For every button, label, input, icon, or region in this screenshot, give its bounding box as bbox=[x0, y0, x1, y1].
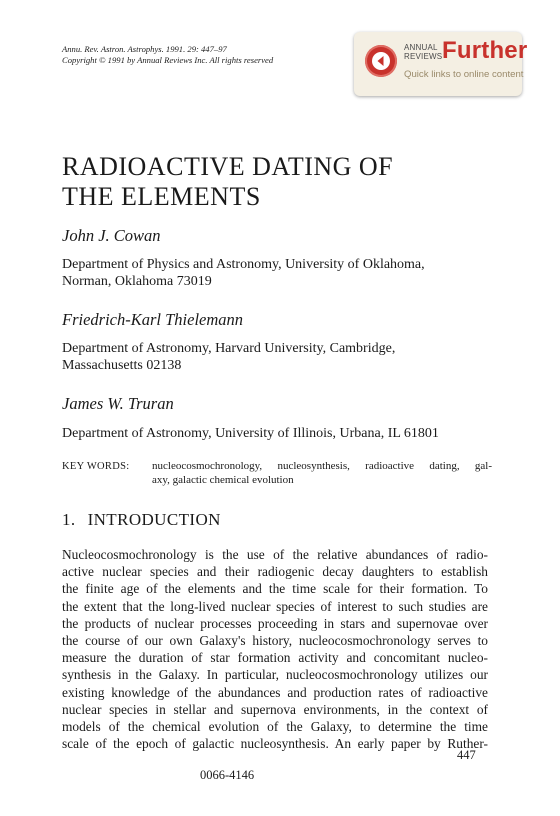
further-online-badge[interactable] bbox=[354, 32, 528, 96]
page-number: 447 bbox=[457, 748, 476, 762]
section-number: 1. bbox=[62, 510, 76, 529]
play-arrow-icon bbox=[365, 45, 397, 77]
body-line: the extent that the long-lived nuclear species of interest to such studies are bbox=[62, 598, 488, 614]
body-line: active nuclear species and their radiogenic decay daughters to establish bbox=[62, 564, 488, 580]
annual-label: ANNUAL bbox=[404, 43, 438, 52]
author-name: Friedrich-Karl Thielemann bbox=[62, 310, 244, 329]
body-line: the products of nuclear processes proceeding in stars and supernovae over bbox=[62, 615, 488, 631]
body-line: measure the duration of star formation activity and concomitant nucleo- bbox=[62, 650, 488, 666]
affiliation-line: Department of Physics and Astronomy, University of Oklahoma, bbox=[62, 257, 425, 272]
annual-reviews-logo bbox=[404, 44, 442, 61]
body-line: models of the chemical evolution of the Galaxy, to determine the time bbox=[62, 719, 488, 735]
keywords-text bbox=[152, 459, 492, 487]
keywords-line: axy, galactic chemical evolution bbox=[152, 474, 294, 486]
author-name: John J. Cowan bbox=[62, 226, 161, 245]
body-line: the finite age of the elements and the time scale for their formation. To bbox=[62, 581, 488, 597]
body-paragraph bbox=[62, 546, 488, 752]
body-line: existing knowledge of the abundances and production rates of radioactive bbox=[62, 684, 488, 700]
citation-line-2: Copyright © 1991 by Annual Reviews Inc. All rights reserved bbox=[62, 55, 274, 65]
title-line-1: RADIOACTIVE DATING OF bbox=[62, 152, 394, 181]
body-line: Nucleocosmochronology is the use of the relative abundances of radio- bbox=[62, 547, 488, 562]
keywords-line: nucleocosmochronology, nucleosynthesis, radioactive dating, gal- bbox=[152, 460, 492, 472]
further-subtitle: Quick links to online content bbox=[404, 69, 524, 80]
section-title: INTRODUCTION bbox=[87, 510, 221, 529]
document-code: 0066-4146 bbox=[200, 768, 255, 782]
citation-line-1: Annu. Rev. Astron. Astrophys. 1991. 29: 447–97 bbox=[62, 44, 227, 54]
affiliation-line: Department of Astronomy, Harvard University, Cambridge, bbox=[62, 341, 396, 356]
author-affiliation bbox=[62, 340, 395, 374]
body-line: the course of our own Galaxy's history, nucleocosmochronology serves to bbox=[62, 633, 488, 649]
author-affiliation bbox=[62, 256, 425, 290]
author-name: James W. Truran bbox=[62, 394, 174, 413]
body-line: nuclear species in stellar and supernova environments, in the context of bbox=[62, 701, 488, 717]
further-label: Further bbox=[442, 37, 528, 64]
body-line: synthesis in the Galaxy. In particular, nucleocosmochronology utilizes our bbox=[62, 667, 488, 683]
reviews-label: REVIEWS bbox=[404, 51, 443, 61]
affiliation-line: Department of Astronomy, University of Illinois, Urbana, IL 61801 bbox=[62, 426, 439, 441]
section-heading bbox=[62, 510, 221, 530]
affiliation-line: Massachusetts 02138 bbox=[62, 358, 182, 373]
author-affiliation bbox=[62, 425, 439, 442]
journal-citation bbox=[62, 44, 273, 66]
keywords-label: KEY WORDS: bbox=[62, 461, 130, 472]
article-title bbox=[62, 152, 393, 212]
body-line: scale of the epoch of galactic nucleosynthesis. An early paper by Ruther- bbox=[62, 736, 488, 752]
title-line-2: THE ELEMENTS bbox=[62, 182, 261, 211]
affiliation-line: Norman, Oklahoma 73019 bbox=[62, 274, 212, 289]
